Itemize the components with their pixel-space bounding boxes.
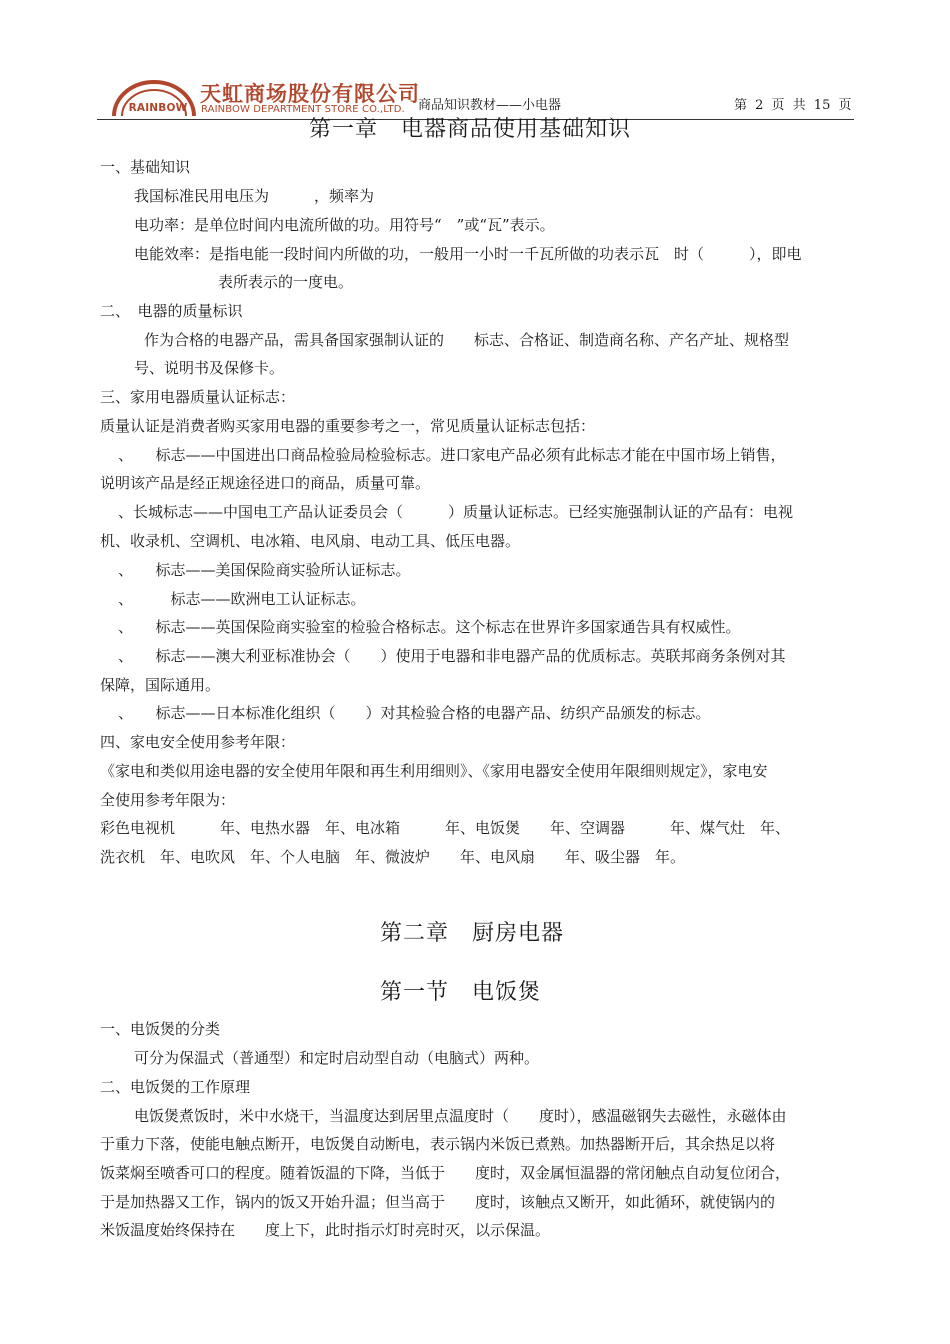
s3-heading: 三、家用电器质量认证标志： bbox=[100, 388, 296, 406]
s1-energy-line2: 表所表示的一度电。 bbox=[218, 273, 354, 291]
section1-title: 第一节 电饭煲 bbox=[380, 980, 542, 1005]
c2-p2-line4: 于是加热器又工作，锅内的饭又开始升温；但当高于 度时，该触点又断开，如此循环，就使锅内的 bbox=[100, 1193, 776, 1211]
chapter1-title: 第一章 电器商品使用基础知识 bbox=[309, 117, 632, 142]
c2-h1: 一、电饭煲的分类 bbox=[100, 1020, 221, 1038]
s4-text-line1: 《家电和类似用途电器的安全使用年限和再生利用细则》、《家用电器安全使用年限细则规定》，家电安 bbox=[100, 762, 768, 780]
logo-company-cn: 天虹商场股份有限公司 bbox=[200, 82, 420, 106]
s3-item7: 、 标志——日本标准化组织（ ）对其检验合格的电器产品、纺织产品颁发的标志。 bbox=[118, 704, 711, 722]
s3-item3: 、 标志——美国保险商实验所认证标志。 bbox=[118, 561, 411, 579]
s3-item1-line1: 、 标志——中国进出口商品检验局检验标志。进口家电产品必须有此标志才能在中国市场上销售， bbox=[118, 446, 786, 464]
chapter2-title: 第二章 厨房电器 bbox=[380, 921, 565, 946]
s3-intro: 质量认证是消费者购买家用电器的重要参考之一，常见质量认证标志包括： bbox=[100, 417, 596, 435]
s1-power: 电功率：是单位时间内电流所做的功。用符号“ ”或“瓦”表示。 bbox=[134, 216, 555, 234]
s3-item5: 、 标志——英国保险商实验室的检验合格标志。这个标志在世界许多国家通告具有权威性。 bbox=[118, 618, 741, 636]
s2-text-line1: 作为合格的电器产品，需具备国家强制认证的 标志、合格证、制造商名称、产名产址、规格型 bbox=[144, 331, 790, 349]
s4-heading: 四、家电安全使用参考年限： bbox=[100, 733, 296, 751]
c2-p2-line5: 米饭温度始终保持在 度上下，此时指示灯时亮时灭，以示保温。 bbox=[100, 1221, 551, 1239]
s3-item4: 、 标志——欧洲电工认证标志。 bbox=[118, 590, 366, 608]
s4-text-line2: 全使用参考年限为： bbox=[100, 791, 236, 809]
s3-item1-line2: 说明该产品是经正规途径进口的商品，质量可靠。 bbox=[100, 474, 431, 492]
s1-voltage: 我国标准民用电压为 ，频率为 bbox=[134, 187, 375, 205]
s4-years-row1: 彩色电视机 年、电热水器 年、电冰箱 年、电饭煲 年、空调器 年、煤气灶 年、 bbox=[100, 819, 791, 837]
s3-item2-line1: 、长城标志——中国电工产品认证委员会（ ）质量认证标志。已经实施强制认证的产品有：电视 bbox=[118, 503, 794, 521]
s3-item2-line2: 机、收录机、空调机、电冰箱、电风扇、电动工具、低压电器。 bbox=[100, 532, 521, 550]
document-title: 商品知识教材——小电器 bbox=[418, 98, 562, 113]
s1-heading: 一、基础知识 bbox=[100, 158, 191, 176]
c2-p2-line1: 电饭煲煮饭时，米中水烧干，当温度达到居里点温度时（ 度时），感温磁钢失去磁性，永磁体由 bbox=[134, 1107, 787, 1125]
s3-item6-line1: 、 标志——澳大利亚标准协会（ ）使用于电器和非电器产品的优质标志。英联邦商务条例对其 bbox=[118, 647, 786, 665]
company-logo bbox=[108, 76, 438, 120]
c2-p2-line3: 饭菜焖至喷香可口的程度。随着饭温的下降，当低于 度时，双金属恒温器的常闭触点自动复位闭合， bbox=[100, 1164, 791, 1182]
c2-p1: 可分为保温式（普通型）和定时启动型自动（电脑式）两种。 bbox=[134, 1049, 540, 1067]
page-number: 第 2 页 共 15 页 bbox=[734, 98, 852, 113]
s4-years-row2: 洗衣机 年、电吹风 年、个人电脑 年、微波炉 年、电风扇 年、吸尘器 年。 bbox=[100, 848, 686, 866]
s3-item6-line2: 保障，国际通用。 bbox=[100, 676, 221, 694]
s2-text-line2: 号、说明书及保修卡。 bbox=[134, 359, 285, 377]
c2-p2-line2: 于重力下落，使能电触点断开，电饭煲自动断电，表示锅内米饭已煮熟。加热器断开后，其余热足以将 bbox=[100, 1135, 776, 1153]
s2-heading: 二、 电器的质量标识 bbox=[100, 302, 243, 320]
logo-rainbow-word: RAINBOW bbox=[128, 102, 188, 114]
c2-h2: 二、电饭煲的工作原理 bbox=[100, 1078, 251, 1096]
s1-energy-line1: 电能效率：是指电能一段时间内所做的功，一般用一小时一千瓦所做的功表示瓦 时（ ），即电 bbox=[134, 245, 802, 263]
logo-company-en: RAINBOW DEPARTMENT STORE CO.,LTD. bbox=[201, 104, 405, 115]
